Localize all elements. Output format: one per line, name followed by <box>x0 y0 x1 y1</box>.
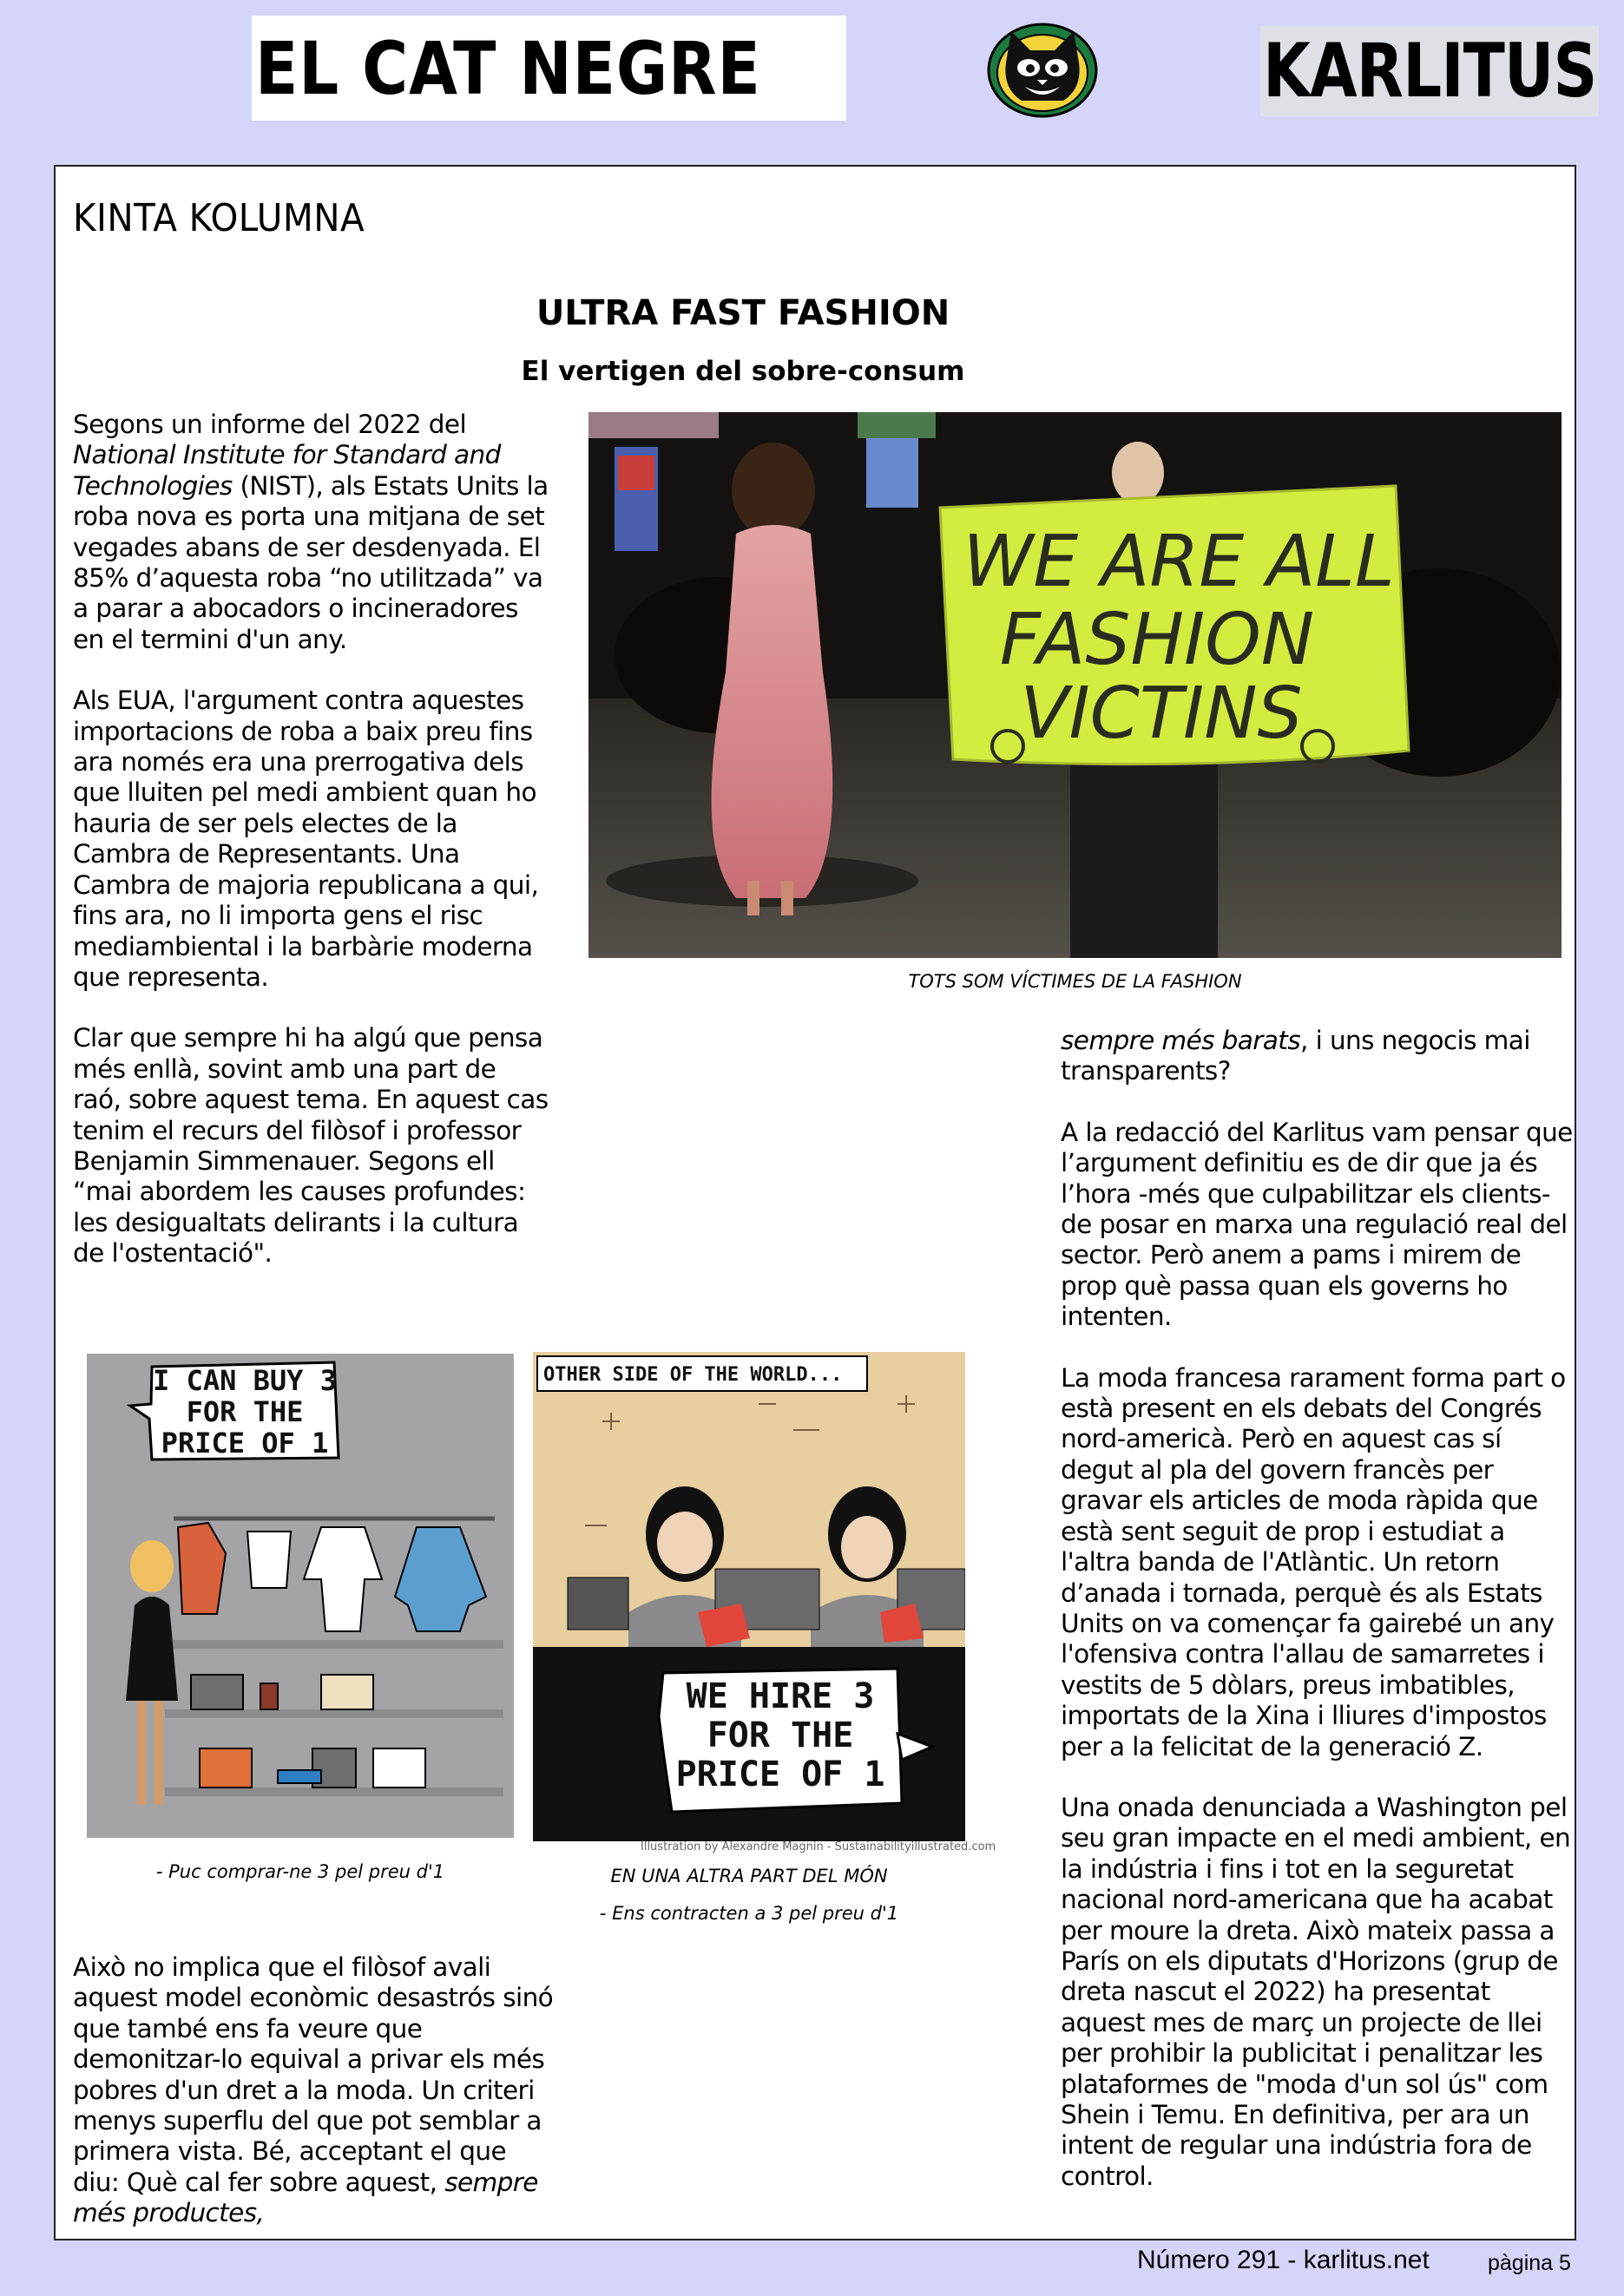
banner-line: WE ARE ALL <box>963 521 1395 603</box>
article-subtitle: El vertigen del sobre-consum <box>521 356 965 387</box>
masthead-el-cat-negre <box>252 16 846 121</box>
comic2-caption-2: - Ens contracten a 3 pel preu d'1 <box>599 1903 899 1924</box>
bottom-left-column <box>73 1952 559 2229</box>
bubble-line: PRICE OF 1 <box>675 1755 885 1794</box>
section-label: KINTA KOLUMNA <box>73 196 365 240</box>
brand-title: KARLITUS <box>1262 28 1597 115</box>
banner-line: FASHION <box>999 599 1315 681</box>
banner-line: VICTINS <box>1020 672 1303 755</box>
masthead-karlitus <box>1260 26 1599 116</box>
bubble-line: FOR THE <box>707 1715 854 1755</box>
cat-logo-icon <box>985 19 1100 118</box>
masthead-title: EL CAT NEGRE <box>255 25 761 111</box>
paragraph: A la redacció del Karlitus vam pensar que l’argument definitiu es de dir que ja és l’hora -més que culpabilitzar els clients- de posar en marxa una regulació real del sector. Però anem a pams i mirem de prop què passa quan els governs ho intenten. <box>1061 1117 1573 1332</box>
comic1-caption: - Puc comprar-ne 3 pel preu d'1 <box>155 1861 445 1882</box>
paragraph: Clar que sempre hi ha algú que pensa més enllà, sovint amb una part de raó, sobre aquest tema. En aquest cas tenim el recurs del filòsof i professor Benjamin Simmenauer. Segons ell “mai abordem les causes profundes: les desigualtats delirants i la cultura de l'ostentació". <box>73 1023 549 1269</box>
comic-top-label: OTHER SIDE OF THE WORLD... <box>543 1364 843 1386</box>
paragraph: sempre més barats, i uns negocis mai transparents? <box>1061 1026 1530 1086</box>
bubble-line: WE HIRE 3 <box>686 1676 875 1716</box>
photo-caption: TOTS SOM VÍCTIMES DE LA FASHION <box>908 971 1242 992</box>
bubble-line: FOR THE <box>186 1395 304 1428</box>
paragraph: Als EUA, l'argument contra aquestes importacions de roba a baix preu fins ara només era una prerrogativa dels que lluiten pel medi ambient quan ho hauria de ser pels electes de la Cambra de Representants. Una Cambra de majoria republicana a qui, fins ara, no li importa gens el risc mediambiental i la barbàrie moderna que representa. <box>73 686 539 992</box>
bubble-line: PRICE OF 1 <box>161 1427 329 1460</box>
footer-issue: Número 291 - karlitus.net <box>1137 2246 1430 2274</box>
runway-protest-image <box>588 412 1562 958</box>
protest-photo <box>588 412 1562 958</box>
footer-page-number: pàgina 5 <box>1488 2251 1571 2275</box>
comic-panel-shopping <box>87 1354 514 1838</box>
comic-panel-factory <box>533 1352 965 1841</box>
paragraph: Segons un informe del 2022 del National Institute for Standard and Technologies (NIST), als Estats Units la roba nova es porta una mitjana de set vegades abans de ser desdenyada. El 85% d’aquesta roba “no utilitzada” va a parar a abocadors o incineradores en el termini d'un any. <box>73 410 549 654</box>
illustration-credit: Illustration by Alexandre Magnin - Sustainabilityillustrated.com <box>641 1840 996 1853</box>
bubble-line: I CAN BUY 3 <box>153 1364 337 1397</box>
comic2-caption-1: EN UNA ALTRA PART DEL MÓN <box>610 1866 888 1886</box>
article-title: ULTRA FAST FASHION <box>536 293 950 333</box>
left-column <box>73 410 549 1269</box>
paragraph: Això no implica que el filòsof avali aquest model econòmic desastrós sinó que també ens fa veure que demonitzar-lo equival a privar els més pobres d'un dret a la moda. Un criteri menys superflu del que pot semblar a primera vista. Bé, acceptant el que diu: Què cal fer sobre aquest, sempre més productes, <box>73 1952 554 2228</box>
paragraph: La moda francesa rarament forma part o està present en els debats del Congrés nord-americà. Però en aquest cas sí degut al pla del govern francès per gravar els articles de moda ràpida que està sent seguit de prop i estudiat a l'altra banda de l'Atlàntic. Un retorn d’anada i tornada, perquè és als Estats Units on va començar fa gairebé un any l'ofensiva contra l'allau de samarretes i vestits de 5 dòlars, preus imbatibles, importats de la Xina i lliures d'impostos per a la felicitat de la generació Z. <box>1061 1362 1566 1761</box>
paragraph: Una onada denunciada a Washington pel seu gran impacte en el medi ambient, en la indústria i fins i tot en la seguretat nacional nord-americana que ha acabat per moure la dreta. Això mateix passa a París on els diputats d'Horizons (grup de dreta nascut el 2022) ha presentat aquest mes de març un projecte de llei per prohibir la publicitat i penalitzar les plataformes de "moda d'un sol ús" com Shein i Temu. En definitiva, per ara un intent de regular una indústria fora de control. <box>1061 1792 1571 2191</box>
right-column <box>1061 1026 1573 2192</box>
